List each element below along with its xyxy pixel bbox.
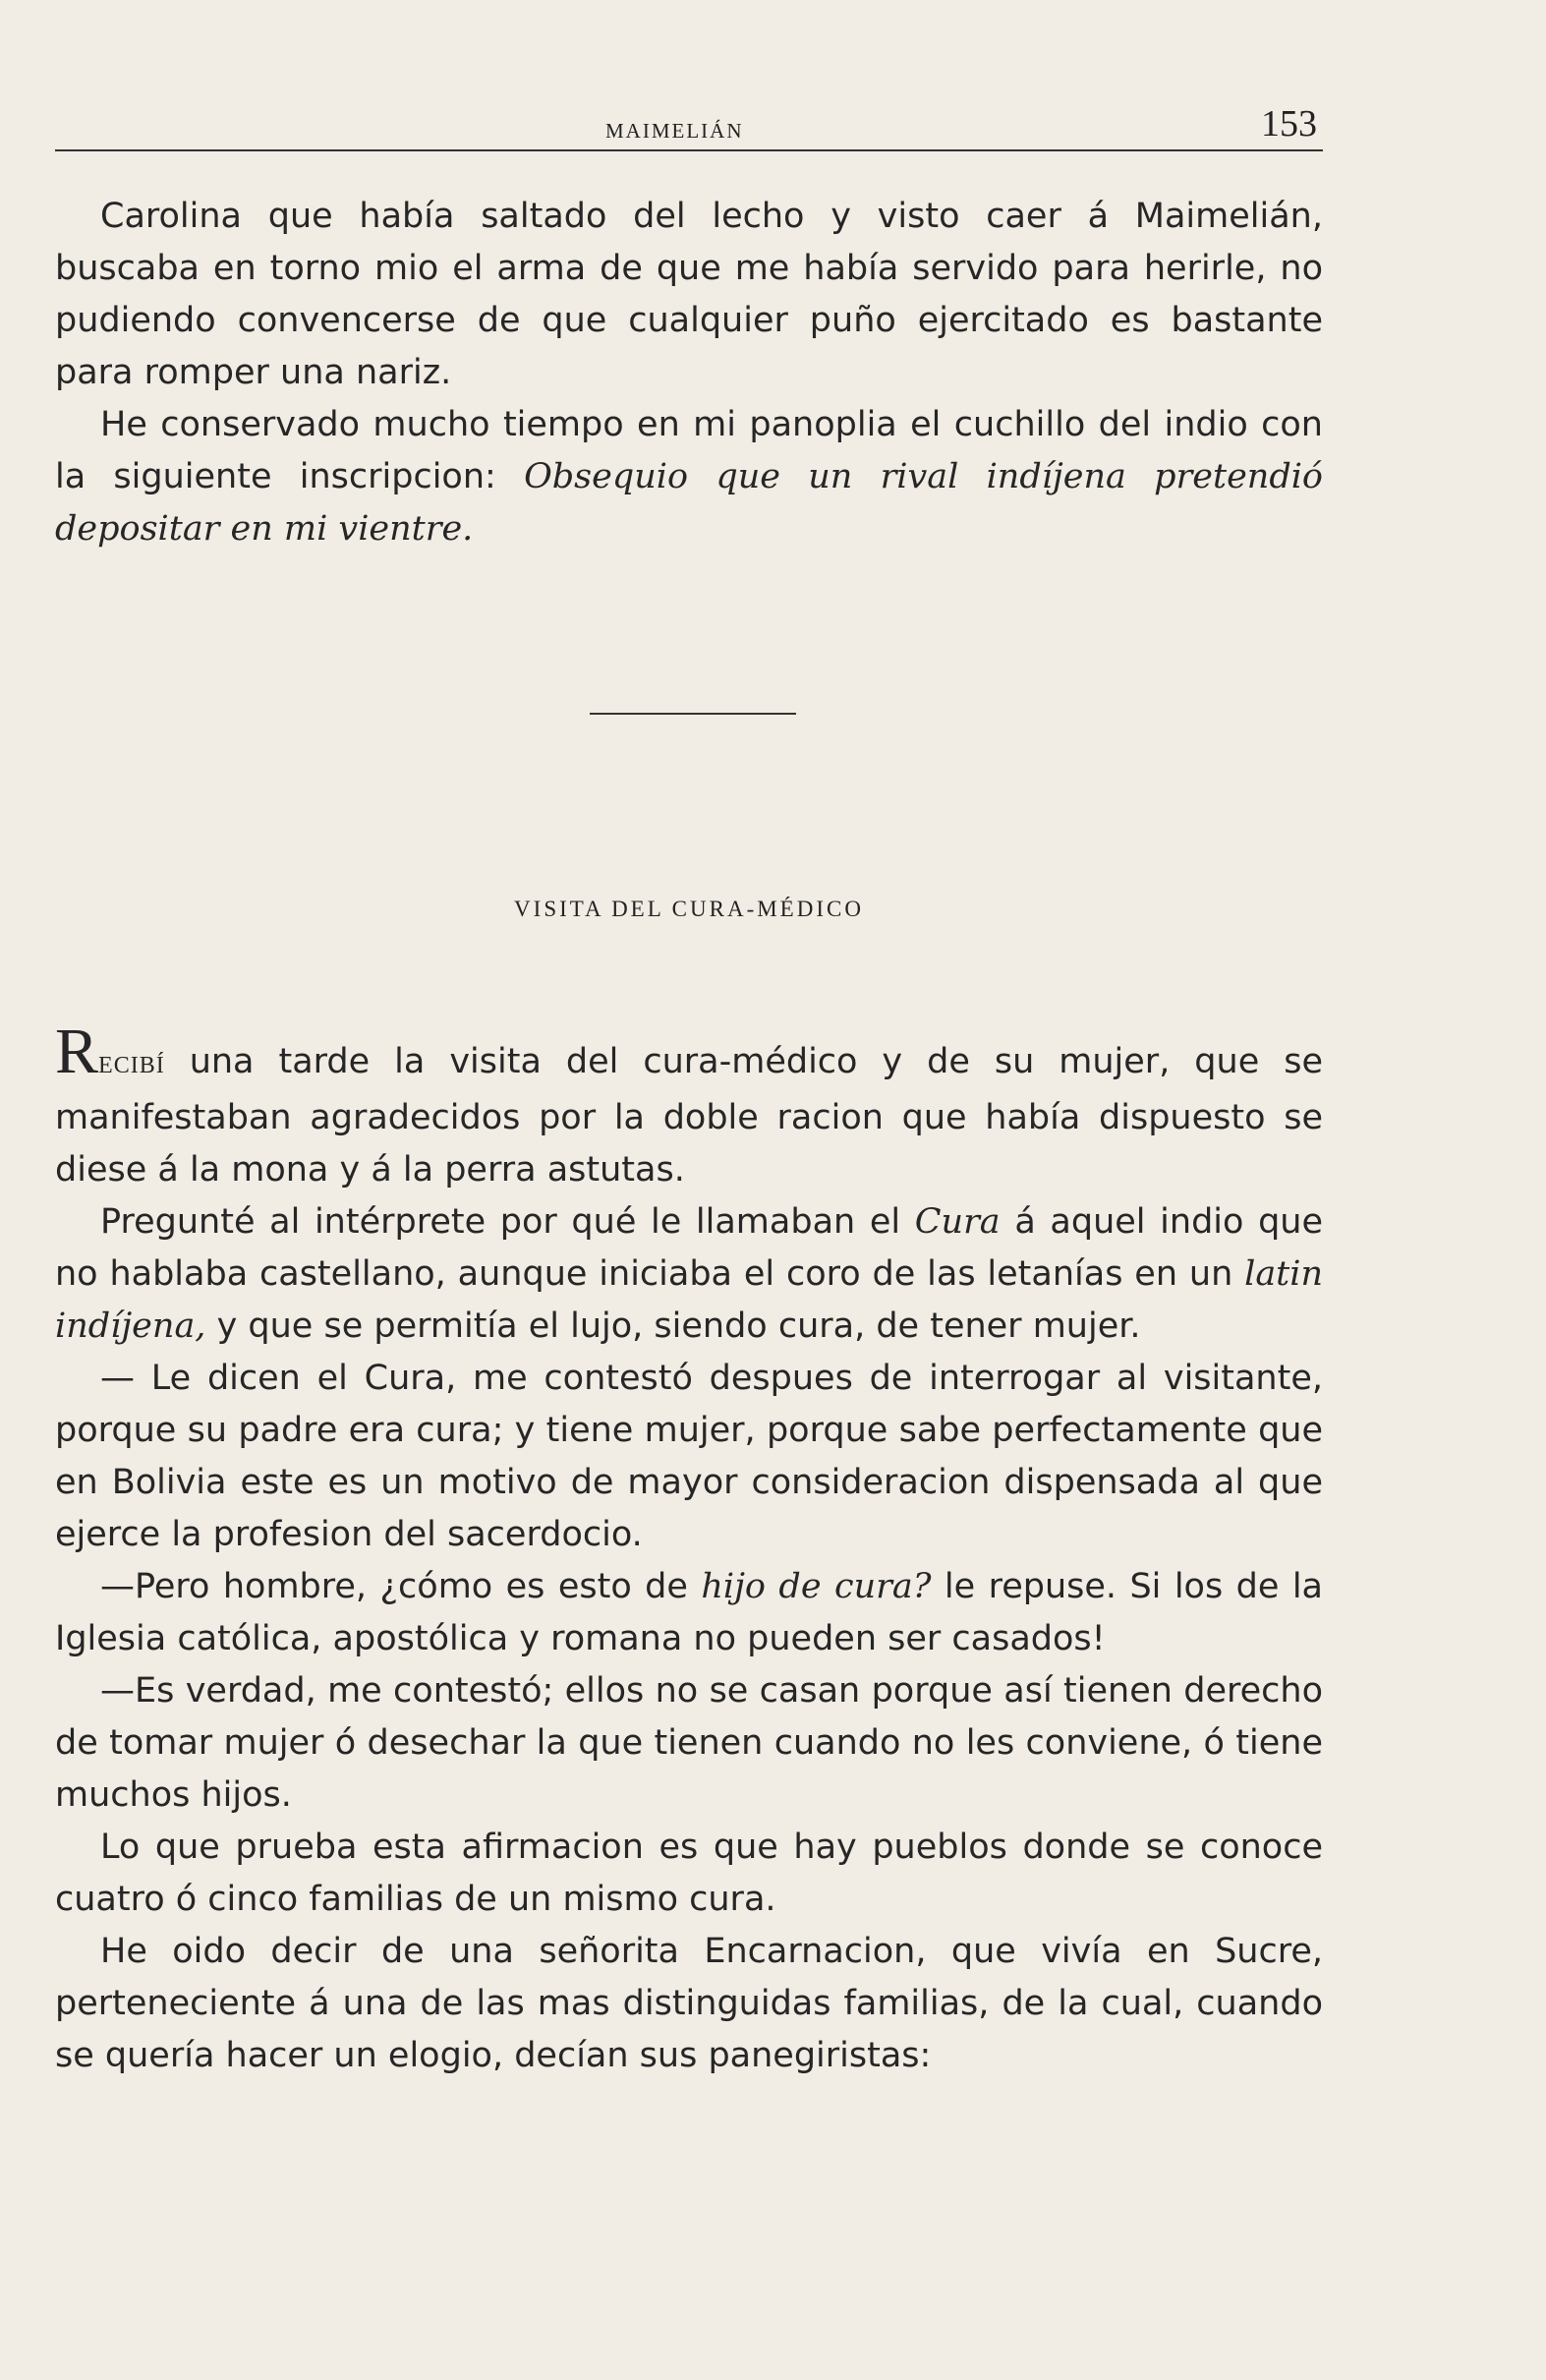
paragraph-text: —Es verdad, me contestó; ellos no se casan porque así tienen derecho de tomar mujer ó desechar la que tienen cuando no les conviene, ó tiene muchos hijos. — [55, 1671, 1323, 1815]
paragraph — [55, 191, 1323, 399]
section-divider — [590, 713, 796, 715]
paragraph-text: He conservado mucho tiempo en mi panoplia el cuchillo del indio con la siguiente inscripcion: — [55, 405, 1323, 496]
paragraph — [55, 1665, 1323, 1822]
header-rule — [55, 149, 1323, 151]
running-head: MAIMELIÁN — [605, 119, 744, 143]
paragraph — [55, 1822, 1323, 1926]
paragraph-text: le repuse. Si los de la Iglesia católica, apostólica y romana no pueden ser casados! — [55, 1567, 1323, 1658]
paragraph — [55, 1926, 1323, 2082]
page-number: 153 — [1261, 103, 1317, 145]
paragraph-text: —Pero hombre, ¿cómo es esto de — [100, 1567, 702, 1606]
paragraph-text: — Le dicen el Cura, me contestó despues de interrogar al visitante, porque su padre era cura; y tiene mujer, porque sabe perfectamente que en Bolivia este es un motivo de mayor consideracion dispensada al que ejerce la profesion del sacerdocio. — [55, 1359, 1323, 1554]
italic-word: Cura — [914, 1202, 1001, 1242]
section-title: VISITA DEL CURA-MÉDICO — [514, 897, 864, 921]
text-block-continued — [55, 191, 1323, 555]
paragraph-text: He oido decir de una señorita Encarnacion, que vivía en Sucre, perteneciente á una de las mas distinguidas familias, de la cual, cuando se quería hacer un elogio, decían sus panegiristas: — [55, 1932, 1323, 2075]
drop-cap: R — [55, 1016, 99, 1087]
paragraph-text: una tarde la visita del cura-médico y de su mujer, que se manifestaban agradecidos por la doble racion que había dispuesto se diese á la mona y á la perra astutas. — [55, 1042, 1323, 1190]
italic-phrase: hijo de cura? — [701, 1567, 932, 1606]
paragraph — [55, 1196, 1323, 1353]
paragraph-text: á aquel indio que no hablaba castellano, aunque iniciaba el coro de las letanías en un — [55, 1202, 1323, 1294]
paragraph — [55, 1561, 1323, 1665]
italic-phrase: latin indíjena, — [55, 1254, 1323, 1346]
paragraph-text: Lo que prueba esta afirmacion es que hay pueblos donde se conoce cuatro ó cinco familias de un mismo cura. — [55, 1828, 1323, 1919]
paragraph — [55, 1016, 1323, 1196]
text-block-section — [55, 1016, 1323, 2082]
small-caps-word: ECIBÍ — [98, 1053, 165, 1078]
italic-inscription: Obsequio que un rival indíjena pretendió depositar en mi vientre. — [55, 457, 1323, 549]
paragraph — [55, 1353, 1323, 1561]
paragraph — [55, 399, 1323, 555]
paragraph-text: Pregunté al intérprete por qué le llamaban el — [100, 1202, 915, 1242]
paragraph-text: Carolina que había saltado del lecho y visto caer á Maimelián, buscaba en torno mio el arma de que me había servido para herirle, no pudiendo convencerse de que cualquier puño ejercitado es bastante para romper una nariz. — [55, 197, 1323, 392]
page-header — [55, 98, 1323, 151]
paragraph-text: y que se permitía el lujo, siendo cura, de tener mujer. — [205, 1306, 1141, 1346]
